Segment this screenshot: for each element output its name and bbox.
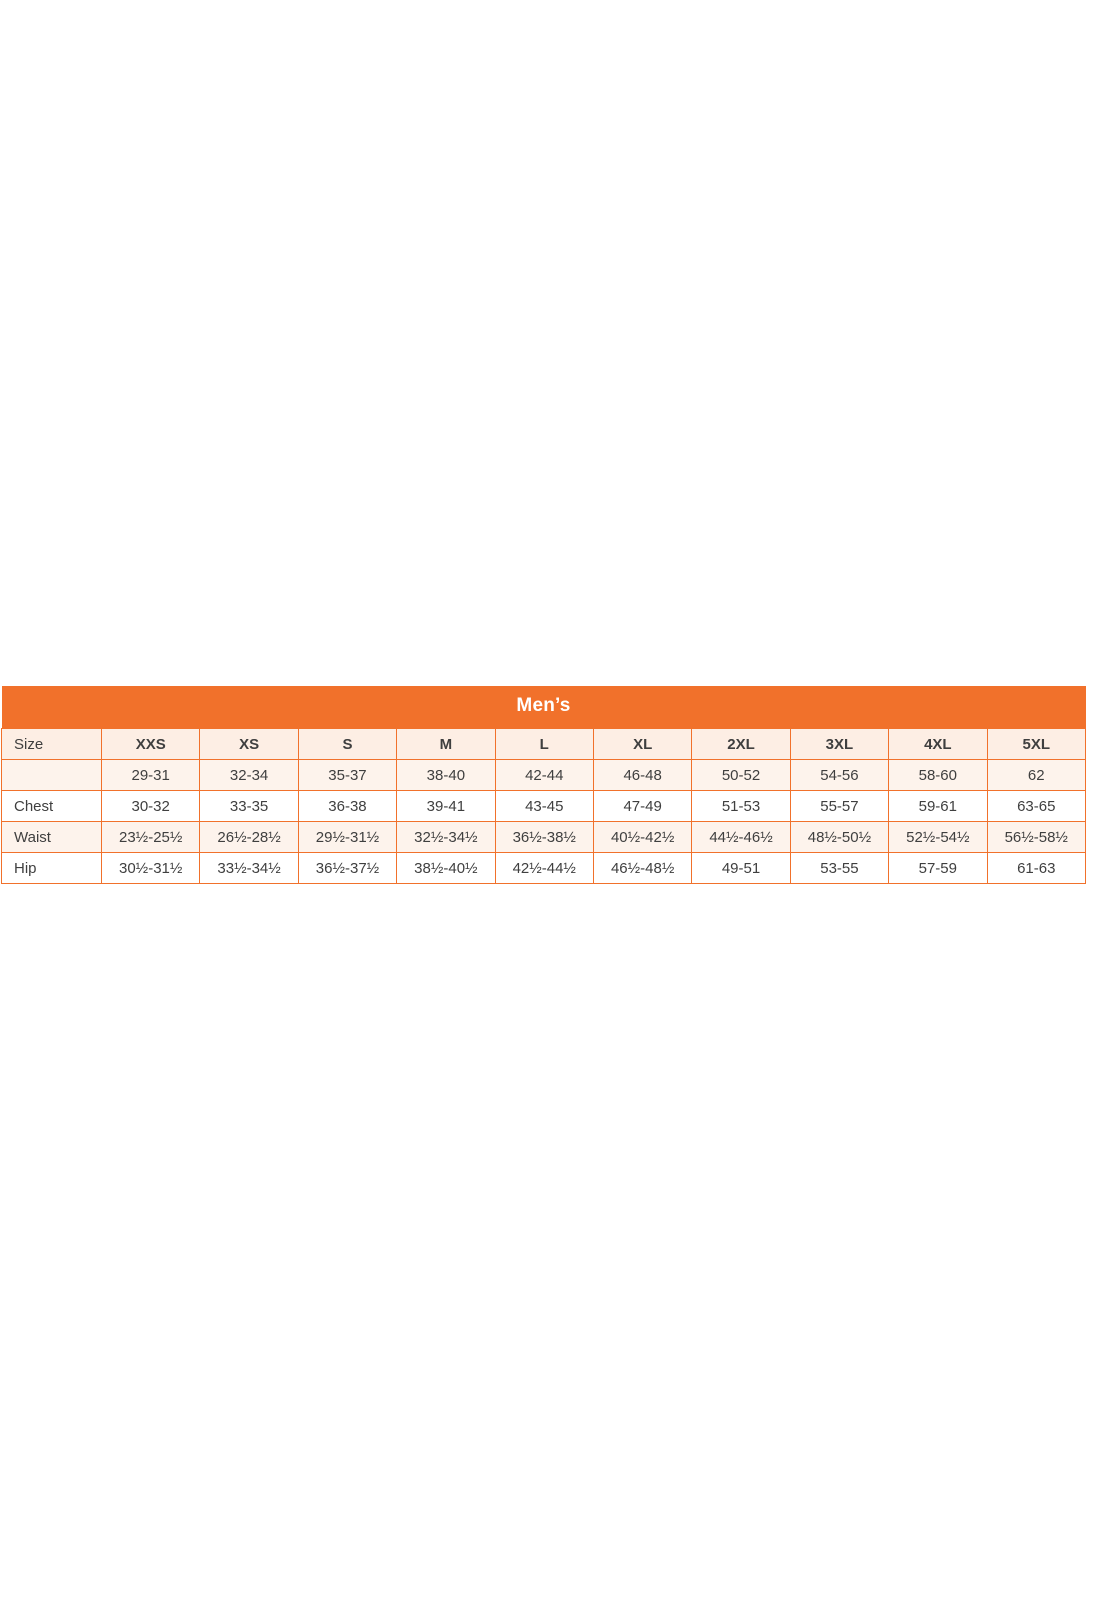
cell: 58-60 [889, 760, 987, 791]
cell: 26½-28½ [200, 822, 298, 853]
cell: 57-59 [889, 853, 987, 884]
cell: 30½-31½ [102, 853, 200, 884]
column-header-xs: XS [200, 729, 298, 760]
column-header-3xl: 3XL [790, 729, 888, 760]
cell: 63-65 [987, 791, 1085, 822]
cell: 53-55 [790, 853, 888, 884]
row-label [2, 760, 102, 791]
cell: 39-41 [397, 791, 495, 822]
cell: 40½-42½ [593, 822, 691, 853]
cell: 36½-37½ [298, 853, 396, 884]
column-header-xxs: XXS [102, 729, 200, 760]
cell: 52½-54½ [889, 822, 987, 853]
cell: 38-40 [397, 760, 495, 791]
cell: 54-56 [790, 760, 888, 791]
corner-label: Size [2, 729, 102, 760]
cell: 35-37 [298, 760, 396, 791]
cell: 55-57 [790, 791, 888, 822]
cell: 36½-38½ [495, 822, 593, 853]
row-label: Waist [2, 822, 102, 853]
size-chart-body [2, 686, 1086, 884]
column-header-m: M [397, 729, 495, 760]
table-row [2, 822, 1086, 853]
row-label: Hip [2, 853, 102, 884]
cell: 23½-25½ [102, 822, 200, 853]
cell: 49-51 [692, 853, 790, 884]
cell: 50-52 [692, 760, 790, 791]
cell: 29-31 [102, 760, 200, 791]
column-header-row [2, 729, 1086, 760]
cell: 44½-46½ [692, 822, 790, 853]
column-header-l: L [495, 729, 593, 760]
cell: 30-32 [102, 791, 200, 822]
column-header-4xl: 4XL [889, 729, 987, 760]
column-header-s: S [298, 729, 396, 760]
cell: 32½-34½ [397, 822, 495, 853]
cell: 62 [987, 760, 1085, 791]
table-row [2, 853, 1086, 884]
cell: 29½-31½ [298, 822, 396, 853]
column-header-2xl: 2XL [692, 729, 790, 760]
cell: 43-45 [495, 791, 593, 822]
column-header-5xl: 5XL [987, 729, 1085, 760]
cell: 38½-40½ [397, 853, 495, 884]
cell: 56½-58½ [987, 822, 1085, 853]
row-label: Chest [2, 791, 102, 822]
cell: 46½-48½ [593, 853, 691, 884]
table-row [2, 760, 1086, 791]
cell: 48½-50½ [790, 822, 888, 853]
cell: 42-44 [495, 760, 593, 791]
mens-size-chart [1, 686, 1086, 884]
cell: 32-34 [200, 760, 298, 791]
column-header-xl: XL [593, 729, 691, 760]
cell: 47-49 [593, 791, 691, 822]
chart-title-row [2, 686, 1086, 729]
cell: 36-38 [298, 791, 396, 822]
cell: 33½-34½ [200, 853, 298, 884]
table-row [2, 791, 1086, 822]
cell: 51-53 [692, 791, 790, 822]
cell: 61-63 [987, 853, 1085, 884]
cell: 46-48 [593, 760, 691, 791]
cell: 42½-44½ [495, 853, 593, 884]
cell: 59-61 [889, 791, 987, 822]
chart-title: Men’s [2, 686, 1086, 729]
cell: 33-35 [200, 791, 298, 822]
